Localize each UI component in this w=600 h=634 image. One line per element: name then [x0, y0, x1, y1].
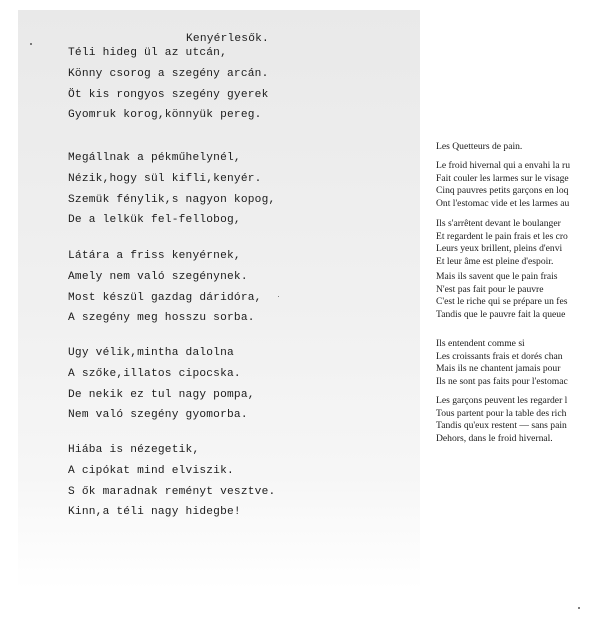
- french-stanza-4: [436, 338, 568, 388]
- poem-line: Dehors, dans le froid hivernal.: [436, 432, 553, 444]
- poem-line: C'est le riche qui se prépare un fes: [436, 296, 568, 307]
- poem-line: Tandis qu'eux restent — sans pain: [436, 420, 567, 431]
- poem-line: A cipókat mind elviszik.: [68, 464, 234, 477]
- poem-line: Gyomruk korog,könnyük pereg.: [68, 109, 262, 122]
- poem-line: Kinn,a téli nagy hidegbe!: [68, 506, 241, 519]
- french-poem: [436, 141, 600, 461]
- poem-line: Les garçons peuvent les regarder l: [436, 395, 568, 406]
- poem-line: Tandis que le pauvre fait la queue: [436, 308, 566, 320]
- poem-line: A szőke,illatos cipocska.: [68, 367, 241, 380]
- poem-line: Ugy vélik,mintha dalolna: [68, 347, 234, 359]
- poem-line: Et leur âme est pleine d'espoir.: [436, 255, 554, 267]
- poem-line: S ők maradnak reményt vesztve.: [68, 485, 276, 498]
- poem-line: Ils s'arrêtent devant le boulanger: [436, 218, 561, 229]
- poem-line: Szemük fénylik,s nagyon kopog,: [68, 193, 276, 206]
- poem-line: Öt kis rongyos szegény gyerek: [68, 88, 269, 101]
- poem-line: Ont l'estomac vide et les larmes au: [436, 197, 570, 209]
- poem-line: Mais ils savent que le pain frais: [436, 271, 558, 282]
- hungarian-stanza-5: [68, 440, 275, 523]
- poem-line: Téli hideg ül az utcán,: [68, 47, 228, 59]
- poem-line: Megállnak a pékműhelynél,: [68, 152, 241, 164]
- poem-line: Ils entendent comme si: [436, 338, 525, 349]
- french-stanza-5: [436, 395, 567, 445]
- poem-line: Tous partent pour la table des rich: [436, 407, 567, 419]
- poem-line: Nézik,hogy sül kifli,kenyér.: [68, 172, 262, 185]
- hungarian-poem-title: Kenyérlesők.: [186, 33, 269, 45]
- french-stanza-3: [436, 271, 567, 321]
- poem-line: Amely nem való szegénynek.: [68, 270, 248, 283]
- poem-line: Les croissants frais et dorés chan: [436, 350, 563, 362]
- poem-line: A szegény meg hosszu sorba.: [68, 312, 255, 325]
- scan-speck: [30, 43, 32, 45]
- poem-line: Nem való szegény gyomorba.: [68, 409, 248, 422]
- poem-line: Most készül gazdag dáridóra,: [68, 291, 262, 304]
- poem-line: Hiába is nézegetik,: [68, 444, 200, 456]
- poem-line: Könny csorog a szegény arcán.: [68, 67, 269, 80]
- poem-line: Le froid hivernal qui a envahi la ru: [436, 160, 570, 171]
- poem-line: De nekik ez tul nagy pompa,: [68, 388, 255, 401]
- hungarian-stanza-2: [68, 148, 275, 231]
- poem-line: Et regardent le pain frais et les cro: [436, 230, 568, 242]
- poem-line: Leurs yeux brillent, pleins d'envi: [436, 243, 563, 254]
- scan-speck: [578, 607, 580, 609]
- poem-line: Mais ils ne chantent jamais pour: [436, 363, 561, 374]
- poem-line: Fait couler les larmes sur le visage: [436, 172, 569, 184]
- poem-line: N'est pas fait pour le pauvre: [436, 283, 544, 295]
- french-poem-title: Les Quetteurs de pain.: [436, 141, 523, 152]
- hungarian-stanza-3: [68, 246, 262, 329]
- french-stanza-2: [436, 218, 568, 268]
- hungarian-stanza-4: [68, 343, 255, 426]
- scan-speck: [278, 296, 279, 297]
- poem-line: Cinq pauvres petits garçons en loq: [436, 185, 569, 196]
- french-stanza-1: [436, 160, 570, 210]
- hungarian-stanza-1: [68, 43, 269, 126]
- poem-line: Látára a friss kenyérnek,: [68, 250, 241, 262]
- poem-line: De a lelkük fel-fellobog,: [68, 214, 241, 227]
- poem-line: Ils ne sont pas faits pour l'estomac: [436, 375, 568, 387]
